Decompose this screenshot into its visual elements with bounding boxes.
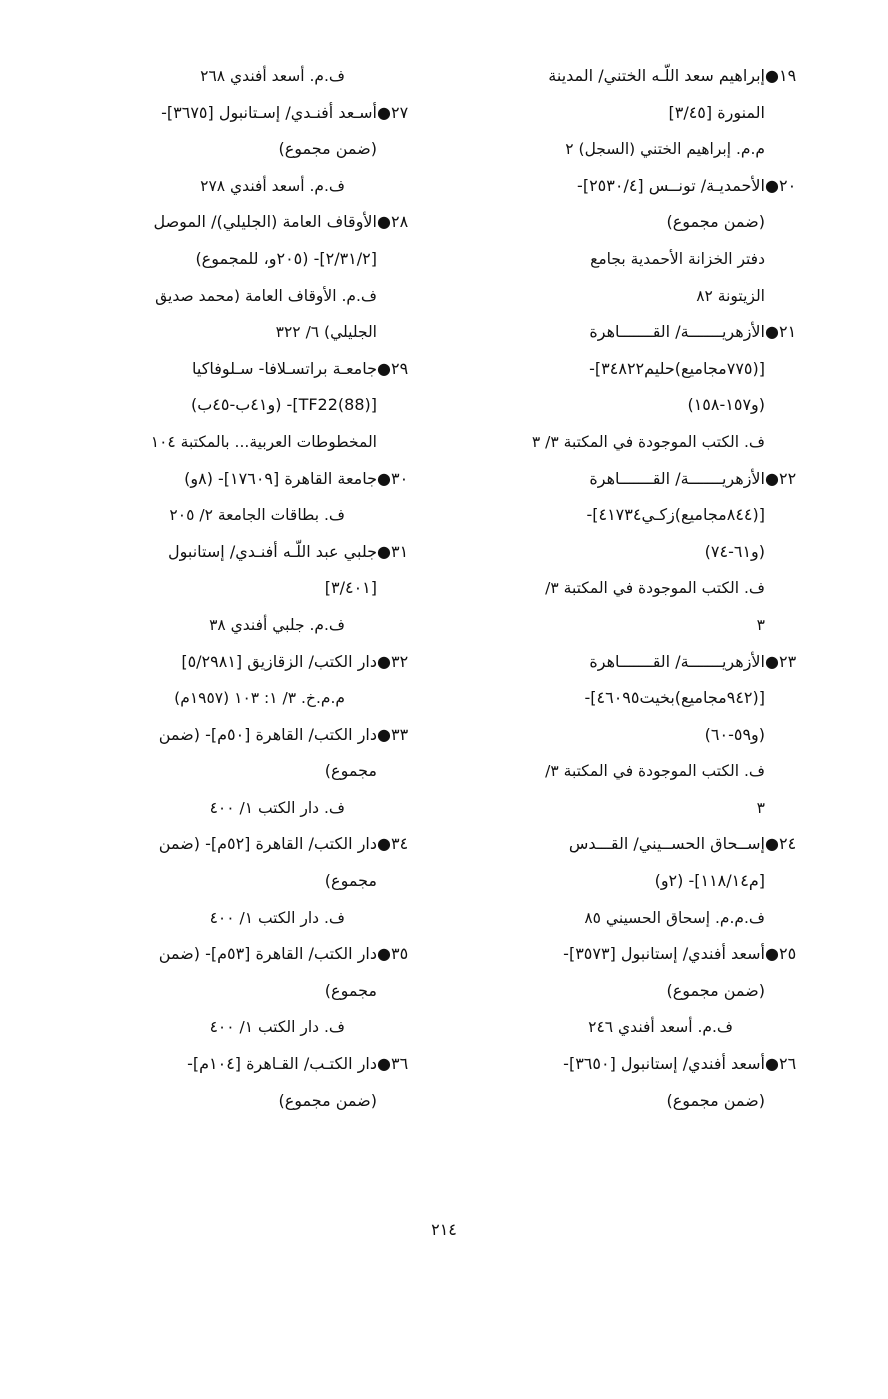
entry-number: ٢٦●	[765, 1054, 797, 1074]
entry-reference: ٣	[756, 798, 765, 817]
entry-line: جلبي عبد اللّـه أفنـدي/ إستانبول	[168, 541, 377, 561]
entry-line: [(٧٧٥مجاميع)حليم٣٤٨٢٢]-	[589, 358, 765, 378]
catalog-entry	[470, 826, 815, 936]
entry-line: الأحمديـة/ تونــس [٢٥٣٠/٤]-	[577, 175, 765, 195]
entry-reference: ف.م. أسعد أفندي ٢٧٨	[200, 176, 345, 195]
catalog-entry	[55, 644, 427, 717]
catalog-entry	[55, 461, 427, 534]
entry-line: دار الكتب/ القاهرة [٥٢م]- (ضمن	[158, 834, 377, 854]
entry-body	[55, 717, 377, 827]
entry-reference: ف. الكتب الموجودة في المكتبة ٣/ ٣	[531, 432, 765, 451]
entry-line: (ضمن مجموع)	[666, 1090, 765, 1110]
entry-number: ٢٤●	[765, 834, 797, 854]
entry-body	[55, 534, 377, 644]
catalog-entry	[55, 95, 427, 205]
entry-line: [(٨٤٤مجاميع)زكـي٤١٧٣٤]-	[586, 505, 765, 525]
entry-line: أسـعد أفنـدي/ إسـتانبول [٣٦٧٥]-	[161, 102, 377, 122]
entry-body	[55, 936, 377, 1046]
catalog-entry	[470, 58, 815, 168]
catalog-entry	[470, 644, 815, 827]
page-number: ٢١٤	[431, 1220, 457, 1239]
entry-line: الأزهريـــــــة/ القـــــــاهرة	[589, 468, 765, 488]
right-column	[470, 58, 815, 1119]
entry-number: ٢٧●	[377, 102, 409, 122]
entry-body	[470, 314, 765, 460]
entry-reference: المخطوطات العربية... بالمكتبة ١٠٤	[150, 432, 377, 451]
entry-line: (و١٥٧-١٥٨)	[687, 395, 765, 415]
catalog-entry	[55, 351, 427, 461]
entry-line: أسعد أفندي/ إستانبول [٣٥٧٣]-	[563, 944, 765, 964]
entry-number: ٢٥●	[765, 944, 797, 964]
entry-body	[470, 644, 765, 827]
catalog-entry	[470, 461, 815, 644]
entry-line: إبراهيم سعد اللّـه الختني/ المدينة	[548, 66, 765, 85]
entry-reference: ف.م. أسعد أفندي ٢٦٨	[200, 67, 345, 85]
entry-body	[470, 58, 765, 168]
entry-number: ١٩●	[765, 66, 797, 85]
entry-line: (ضمن مجموع)	[278, 139, 377, 159]
entry-number: ٢١●	[765, 322, 797, 342]
entry-body	[470, 936, 765, 1046]
entry-line: [٢/٣١/٢]- (٢٠٥و، للمجموع)	[195, 248, 377, 268]
entry-reference: م.م. إبراهيم الختني (السجل) ٢	[565, 140, 765, 159]
catalog-entry	[55, 1046, 427, 1119]
entry-body	[55, 644, 377, 717]
entry-number: ٣٠●	[377, 468, 409, 488]
entry-number: ٢٨●	[377, 212, 409, 232]
catalog-entry	[470, 314, 815, 460]
entry-body	[470, 826, 765, 936]
entry-line: (و٥٩-٦٠)	[704, 724, 765, 744]
entry-reference: م.م.خ. ٣/ ١: ١٠٣ (١٩٥٧م)	[174, 689, 345, 708]
entry-number: ٢٩●	[377, 358, 409, 378]
entry-number: ٣٤●	[377, 834, 409, 854]
catalog-entry	[55, 826, 427, 936]
entry-number: ٢٢●	[765, 468, 797, 488]
entry-line: دار الكتب/ القاهرة [٥٠م]- (ضمن	[158, 724, 377, 744]
entry-line: دار الكتب/ الزقازيق [٥/٢٩٨١]	[181, 651, 377, 671]
entry-line: المنورة [٣/٤٥]	[668, 102, 765, 122]
entry-body	[470, 1046, 765, 1119]
entry-number: ٣٢●	[377, 651, 409, 671]
entry-body	[55, 351, 377, 461]
entry-line: [م١١٨/١٤]- (٢و)	[654, 871, 765, 891]
entry-body	[55, 826, 377, 936]
entry-line: جامعـة براتسـلافا- سـلوفاكيا	[192, 358, 377, 378]
entry-line: [(٩٤٢مجاميع)بخيت٤٦٠٩٥]-	[584, 688, 765, 708]
entry-number: ٣٥●	[377, 944, 409, 964]
entry-line: إســحاق الحســيني/ القـــدس	[568, 834, 765, 854]
entry-body	[55, 1046, 377, 1119]
entry-number: ٣٦●	[377, 1054, 409, 1074]
entry-reference: ف.م. أسعد أفندي ٢٤٦	[588, 1018, 733, 1037]
entry-reference: الزيتونة ٨٢	[696, 286, 765, 305]
entry-line: أسعد أفندي/ إستانبول [٣٦٥٠]-	[563, 1054, 765, 1074]
catalog-entry	[55, 717, 427, 827]
entry-body	[470, 461, 765, 644]
entry-number: ٢٣●	[765, 651, 797, 671]
entry-reference: الجليلي) ٦/ ٣٢٢	[275, 323, 377, 342]
entry-line: (ضمن مجموع)	[278, 1090, 377, 1110]
catalog-entry	[470, 1046, 815, 1119]
entry-line: (ضمن مجموع)	[666, 980, 765, 1000]
entry-body	[55, 58, 377, 95]
entry-reference: ٣	[756, 615, 765, 634]
entry-line: دار الكتب/ القاهرة [٥٣م]- (ضمن	[158, 944, 377, 964]
entry-reference: ف.م. الأوقاف العامة (محمد صديق	[155, 286, 377, 305]
entry-body	[55, 204, 377, 350]
left-column	[55, 58, 427, 1119]
entry-line: (و٦١-٧٤)	[704, 541, 765, 561]
catalog-entry	[55, 204, 427, 350]
entry-reference: دفتر الخزانة الأحمدية بجامع	[590, 249, 765, 268]
catalog-entry	[470, 936, 815, 1046]
entry-reference: ف. الكتب الموجودة في المكتبة ٣/	[545, 762, 765, 781]
entry-number: ٣٣●	[377, 724, 409, 744]
entry-line: مجموع)	[324, 871, 377, 891]
entry-line: الأوقاف العامة (الجليلي)/ الموصل	[153, 212, 377, 232]
entry-body	[470, 168, 765, 314]
entry-line: [TF22(88)]- (و٤١ب-٤٥ب)	[190, 395, 377, 415]
entry-line: الأزهريـــــــة/ القـــــــاهرة	[589, 651, 765, 671]
entry-line: [٣/٤٠١]	[324, 578, 377, 598]
entry-number: ٢٠●	[765, 175, 797, 195]
entry-line: جامعة القاهرة [١٧٦٠٩]- (٨و)	[184, 468, 377, 488]
entry-line: (ضمن مجموع)	[666, 212, 765, 232]
catalog-entry	[55, 936, 427, 1046]
entry-body	[55, 461, 377, 534]
entry-line: مجموع)	[324, 761, 377, 781]
entry-reference: ف. بطاقات الجامعة ٢/ ٢٠٥	[169, 506, 345, 525]
entry-reference: ف.م.م. إسحاق الحسيني ٨٥	[584, 908, 765, 927]
entry-reference: ف. الكتب الموجودة في المكتبة ٣/	[545, 579, 765, 598]
entry-line: دار الكتـب/ القـاهرة [١٠٤م]-	[187, 1054, 377, 1074]
catalog-entry	[55, 58, 427, 95]
entry-line: الأزهريـــــــة/ القـــــــاهرة	[589, 322, 765, 342]
entry-number: ٣١●	[377, 541, 409, 561]
entry-body	[55, 95, 377, 205]
entry-reference: ف. دار الكتب ١/ ٤٠٠	[209, 1018, 345, 1037]
entry-reference: ف. دار الكتب ١/ ٤٠٠	[209, 908, 345, 927]
catalog-entry	[470, 168, 815, 314]
entry-reference: ف. دار الكتب ١/ ٤٠٠	[209, 798, 345, 817]
entry-reference: ف.م. جلبي أفندي ٣٨	[209, 615, 345, 634]
entry-line: مجموع)	[324, 980, 377, 1000]
catalog-entry	[55, 534, 427, 644]
